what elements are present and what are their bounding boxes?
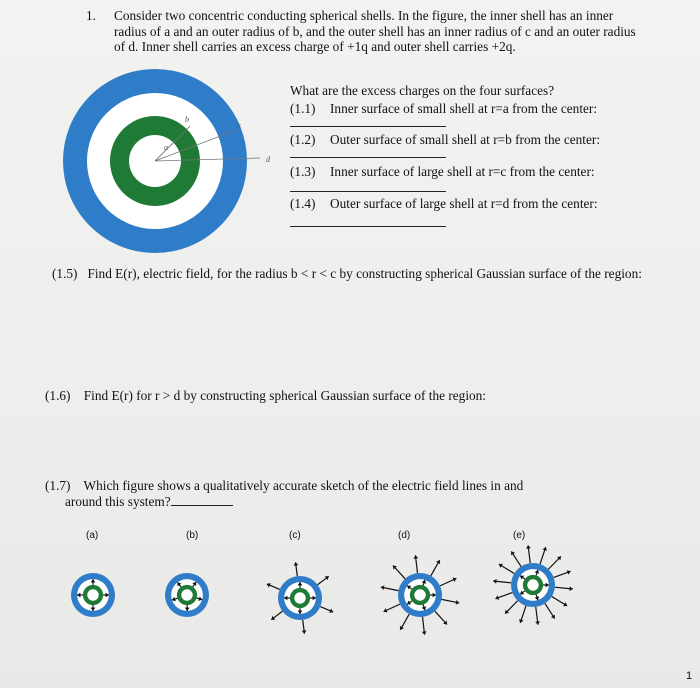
field-arrow xyxy=(540,547,547,564)
charge-item-1-2 xyxy=(290,132,600,148)
field-arrow xyxy=(552,596,567,606)
option-figure-c[interactable] xyxy=(255,553,345,643)
page-number: 1 xyxy=(686,670,693,682)
charge-item-text: Outer surface of small shell at r=b from the center: xyxy=(330,132,601,147)
answer-line-1-4[interactable] xyxy=(290,226,446,227)
field-arrow xyxy=(431,560,440,576)
field-arrow xyxy=(526,545,531,563)
option-figure-d[interactable] xyxy=(365,540,475,650)
cavity xyxy=(181,589,192,600)
field-arrow xyxy=(499,564,514,574)
field-arrow xyxy=(413,555,418,573)
option-label-c: (c) xyxy=(289,530,301,541)
question-1-text: Consider two concentric conducting spherical shells. In the figure, the inner shell has an inner radius of a and an outer radius of b, and the outer shell has an inner radius of c and an outer radius of d. Inner shell carries an excess charge of +1q and outer shell carries +2q. xyxy=(114,8,636,54)
field-arrow xyxy=(267,583,280,589)
field-arrow xyxy=(545,603,555,618)
field-arrow xyxy=(294,562,299,576)
cavity xyxy=(527,579,538,590)
field-arrow xyxy=(320,607,333,613)
option-label-d: (d) xyxy=(398,530,411,541)
charge-item-1-4 xyxy=(290,196,598,212)
label-b: b xyxy=(185,115,189,124)
field-arrow xyxy=(440,578,456,586)
answer-line-1-2[interactable] xyxy=(290,157,446,158)
field-arrow xyxy=(400,614,409,630)
field-arrow xyxy=(422,617,427,635)
field-arrow xyxy=(381,585,399,590)
question-text-line2: around this system? xyxy=(65,494,171,509)
cavity xyxy=(414,589,425,600)
option-label-a: (a) xyxy=(86,530,99,541)
field-arrow xyxy=(393,566,405,579)
question-number: 1. xyxy=(86,8,96,23)
field-arrow xyxy=(548,556,561,569)
question-label: (1.5) xyxy=(52,266,78,281)
charge-item-text: Inner surface of small shell at r=a from the center: xyxy=(330,101,598,116)
question-1-6 xyxy=(45,388,665,404)
question-text: Find E(r), electric field, for the radius b < r < c by constructing spherical Gaussian surface of the region: xyxy=(87,266,642,281)
option-figure-e[interactable] xyxy=(478,530,588,640)
field-arrow xyxy=(302,620,307,634)
label-a: a xyxy=(164,143,168,152)
label-c: c xyxy=(237,121,241,130)
question-label: (1.6) xyxy=(45,388,71,403)
question-label: (1.7) xyxy=(45,478,71,493)
cavity xyxy=(294,592,305,603)
field-arrow xyxy=(554,570,571,577)
question-1-5 xyxy=(52,266,652,282)
charge-item-label: (1.3) xyxy=(290,164,316,179)
field-arrow xyxy=(435,611,447,624)
charges-prompt: What are the excess charges on the four surfaces? xyxy=(290,83,555,98)
charge-item-label: (1.4) xyxy=(290,196,316,211)
option-figure-b[interactable] xyxy=(152,560,222,630)
charge-item-1-3 xyxy=(290,164,595,180)
answer-blank[interactable] xyxy=(171,495,233,506)
answer-line-1-1[interactable] xyxy=(290,126,446,127)
field-arrow xyxy=(555,586,573,591)
charge-item-text: Inner surface of large shell at r=c from the center: xyxy=(330,164,595,179)
option-label-e: (e) xyxy=(513,530,526,541)
question-text-line1: Which figure shows a qualitatively accurate sketch of the electric field lines in and xyxy=(83,478,524,493)
field-arrow xyxy=(535,607,540,625)
field-arrow xyxy=(493,579,511,584)
question-1-7 xyxy=(45,478,665,510)
field-arrow xyxy=(511,551,521,566)
charge-item-label: (1.2) xyxy=(290,132,316,147)
cavity xyxy=(87,589,98,600)
field-arrow xyxy=(495,593,512,600)
option-figure-a[interactable] xyxy=(58,560,128,630)
field-arrow xyxy=(384,604,400,612)
question-text: Find E(r) for r > d by constructing spherical Gaussian surface of the region: xyxy=(83,388,487,403)
concentric-shells-figure xyxy=(60,66,290,256)
field-arrow xyxy=(442,599,460,604)
field-arrow xyxy=(519,606,526,623)
charge-item-text: Outer surface of large shell at r=d from the center: xyxy=(330,196,598,211)
field-arrow xyxy=(271,611,282,619)
field-arrow xyxy=(505,601,518,614)
question-1 xyxy=(88,8,648,55)
label-d: d xyxy=(266,155,270,164)
charge-item-1-1 xyxy=(290,101,597,117)
answer-line-1-3[interactable] xyxy=(290,191,446,192)
field-arrow xyxy=(318,576,329,584)
charge-item-label: (1.1) xyxy=(290,101,316,116)
option-label-b: (b) xyxy=(186,530,199,541)
